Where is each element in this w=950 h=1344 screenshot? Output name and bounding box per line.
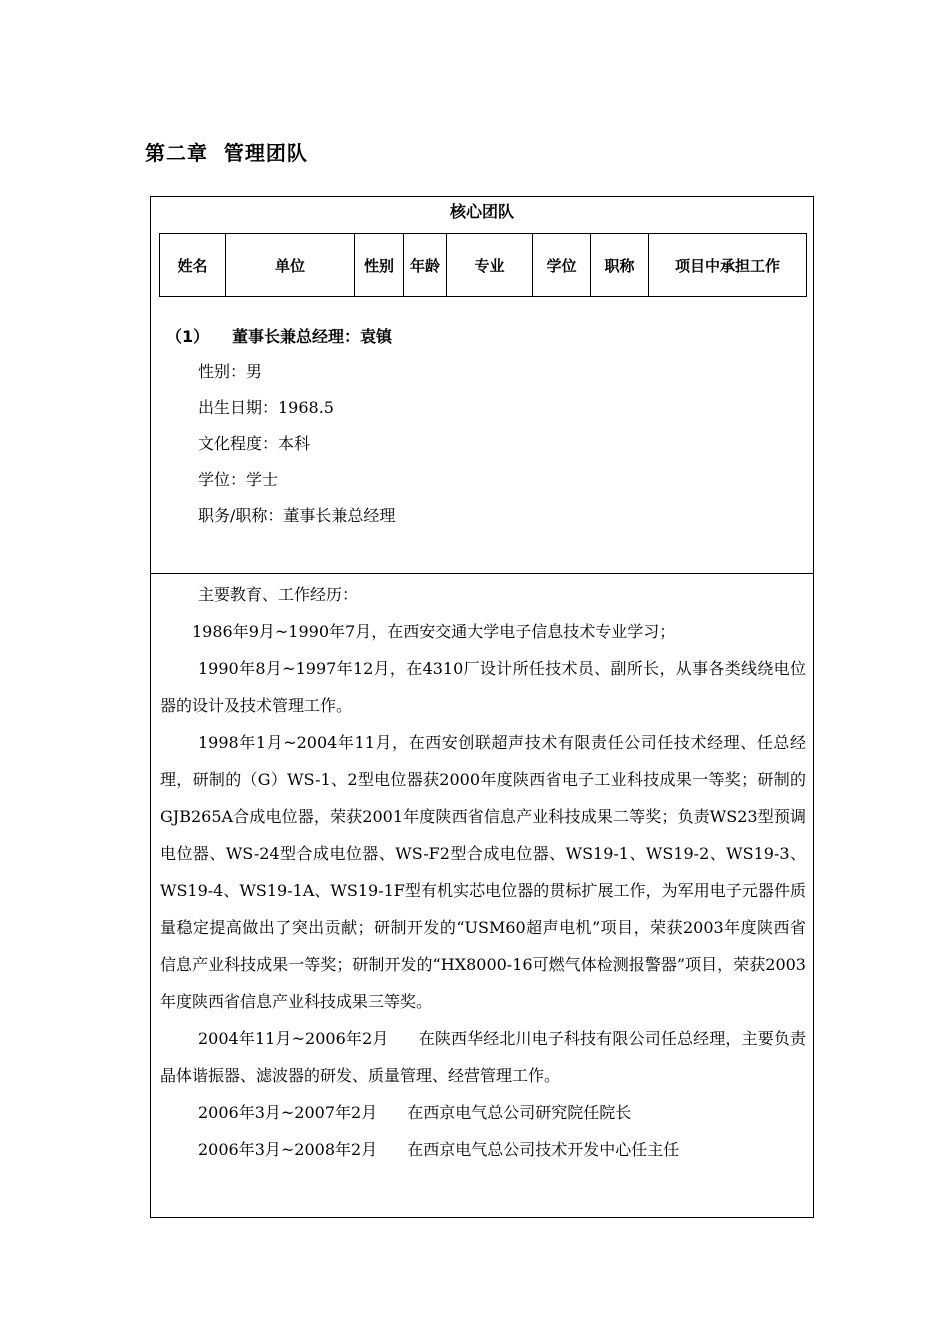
bio-p4-date: 2004年11月~2006年2月 [198, 1029, 389, 1048]
career-history [160, 576, 806, 1168]
header-age: 年龄 [404, 234, 447, 297]
bio-p5-text: 在西京电气总公司研究院任院长 [407, 1103, 632, 1122]
person-heading [166, 325, 392, 349]
header-project-role: 项目中承担工作 [649, 234, 807, 297]
info-position: 职务/职称：董事长兼总经理 [198, 506, 396, 525]
info-gender: 性别：男 [198, 362, 263, 381]
header-title: 职称 [591, 234, 649, 297]
chapter-title: 第二章 管理团队 [145, 141, 308, 165]
person-number: （1） [166, 327, 210, 346]
header-major: 专业 [447, 234, 533, 297]
person-title: 董事长兼总经理：袁镇 [232, 327, 393, 346]
bio-p6-text: 在西京电气总公司技术开发中心任主任 [407, 1140, 680, 1159]
info-education: 文化程度：本科 [198, 434, 311, 453]
bio-paragraph-6 [160, 1131, 806, 1168]
bio-paragraph-5 [160, 1094, 806, 1131]
section-divider [150, 573, 814, 574]
bio-paragraph-1: 1986年9月~1990年7月，在西安交通大学电子信息技术专业学习； [192, 622, 676, 641]
table-header-row [160, 234, 807, 297]
bio-paragraph-4 [160, 1020, 806, 1094]
bio-p5-date: 2006年3月~2007年2月 [198, 1103, 378, 1122]
info-degree: 学位：学士 [198, 470, 279, 489]
team-table [159, 233, 807, 297]
header-degree: 学位 [533, 234, 591, 297]
bio-intro: 主要教育、工作经历： [198, 585, 359, 604]
bio-paragraph-3: 1998年1月~2004年11月，在西安创联超声技术有限责任公司任技术经理、任总经理，研制的（G）WS-1、2型电位器获2000年度陕西省电子工业科技成果一等奖；研制的GJB265A合成电位器，荣获2001年度陕西省信息产业科技成果二等奖；负责WS23型预调电位器、WS-24型合成电位器、WS-F2型合成电位器、WS19-1、WS19-2、WS19-3、WS19-4、WS19-1A、WS19-1F型有机实芯电位器的贯标扩展工作，为军用电子元器件质量稳定提高做出了突出贡献；研制开发的“USM60超声电机”项目，荣获2003年度陕西省信息产业科技成果一等奖；研制开发的“HX8000-16可燃气体检测报警器”项目，荣获2003年度陕西省信息产业科技成果三等奖。 [160, 733, 806, 1011]
bio-paragraph-2: 1990年8月~1997年12月，在4310厂设计所任技术员、副所长，从事各类线绕电位器的设计及技术管理工作。 [160, 659, 806, 715]
header-gender: 性别 [355, 234, 404, 297]
info-birth: 出生日期：1968.5 [198, 398, 334, 417]
team-heading: 核心团队 [449, 202, 514, 221]
header-unit: 单位 [226, 234, 355, 297]
bio-p4-text: 在陕西华经北川电子科技有限公司任总经理，主要负责晶体谐振器、滤波器的研发、质量管理、经营管理工作。 [160, 1029, 806, 1085]
header-name: 姓名 [160, 234, 226, 297]
bio-p6-date: 2006年3月~2008年2月 [198, 1140, 378, 1159]
